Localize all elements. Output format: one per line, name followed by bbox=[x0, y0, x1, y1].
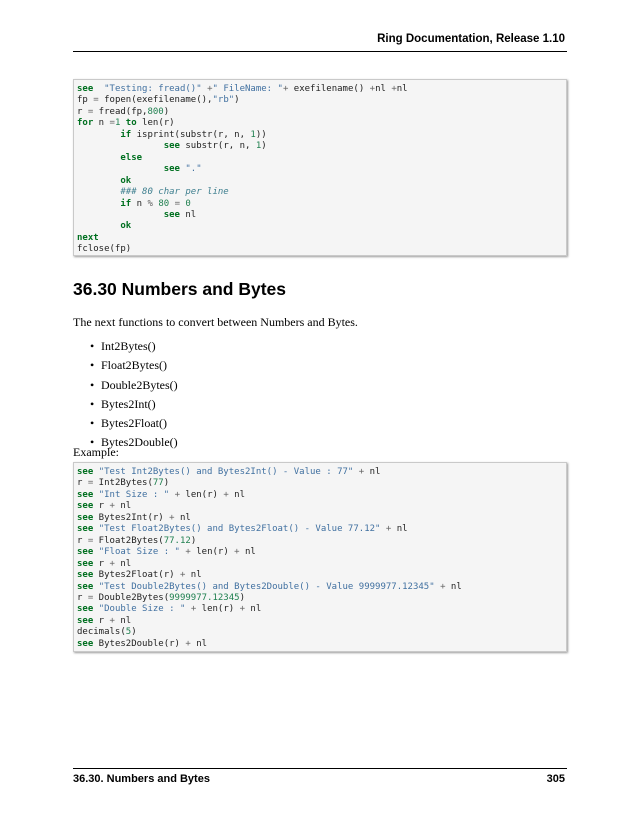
code-token: "Testing: fread()" bbox=[104, 84, 202, 94]
code-token: = bbox=[174, 198, 180, 209]
code-token: = bbox=[93, 95, 99, 106]
section-title: 36.30 Numbers and Bytes bbox=[73, 279, 287, 299]
function-list-item: • Double2Bytes() bbox=[90, 378, 178, 397]
code-token: see bbox=[77, 547, 94, 558]
code-token bbox=[77, 141, 164, 151]
code-token: + bbox=[223, 489, 229, 500]
code-token: see bbox=[77, 581, 94, 592]
code-token: 1 bbox=[250, 129, 256, 140]
code-token: 5 bbox=[125, 627, 132, 638]
code-token: + bbox=[109, 501, 115, 512]
code-token: + bbox=[369, 84, 376, 94]
code-token: nl bbox=[245, 604, 262, 615]
code-token: n bbox=[131, 198, 148, 209]
code-token: nl bbox=[375, 84, 392, 94]
code-token: + bbox=[185, 638, 191, 649]
code-line bbox=[77, 524, 564, 535]
code-token: )) bbox=[255, 129, 267, 140]
code-line bbox=[77, 547, 564, 558]
code-token: ok bbox=[120, 175, 132, 186]
code-token: + bbox=[282, 84, 289, 94]
code-token: see bbox=[163, 209, 180, 220]
code-token: 1 bbox=[114, 118, 121, 129]
code-line bbox=[77, 187, 564, 198]
footer-section-label: 36.30. Numbers and Bytes bbox=[73, 773, 210, 785]
code-line bbox=[77, 593, 564, 604]
code-token bbox=[77, 199, 120, 209]
code-token: ) bbox=[163, 478, 170, 489]
code-line bbox=[77, 627, 564, 638]
code-token: "Double Size : " bbox=[98, 604, 186, 615]
function-list-item: • Bytes2Float() bbox=[90, 416, 178, 435]
code-token: 1 bbox=[255, 141, 262, 152]
code-line bbox=[77, 513, 564, 524]
code-token: see bbox=[77, 524, 94, 535]
code-token: % bbox=[147, 198, 153, 209]
code-token: else bbox=[120, 152, 143, 163]
code-token: see bbox=[77, 604, 94, 615]
code-token: nl bbox=[391, 524, 408, 535]
code-token: len(r) bbox=[136, 118, 175, 129]
code-token: substr(r, n, bbox=[179, 141, 256, 152]
function-list-item: • Int2Bytes() bbox=[90, 339, 178, 358]
code-token: see bbox=[77, 570, 94, 581]
code-line bbox=[77, 233, 564, 244]
code-token: nl bbox=[190, 638, 208, 649]
code-line bbox=[77, 130, 564, 141]
code-token: 77 bbox=[152, 478, 164, 489]
code-token: if bbox=[120, 129, 132, 140]
code-token: next bbox=[77, 232, 99, 243]
code-token: nl bbox=[396, 84, 408, 94]
code-token: nl bbox=[239, 547, 256, 558]
code-token: + bbox=[190, 604, 197, 615]
code-line bbox=[77, 467, 564, 478]
code-token: for bbox=[77, 118, 94, 129]
code-token bbox=[77, 164, 164, 174]
code-token bbox=[77, 176, 120, 186]
code-token: see bbox=[77, 84, 94, 94]
code-token: 0 bbox=[185, 198, 191, 209]
code-token: decimals( bbox=[77, 627, 126, 638]
code-token: fclose(fp) bbox=[77, 244, 132, 255]
code-token: ) bbox=[190, 535, 197, 546]
code-token: + bbox=[385, 524, 392, 535]
code-line bbox=[77, 221, 564, 232]
code-token: ### 80 char per line bbox=[120, 187, 229, 198]
code-token: ) bbox=[163, 106, 170, 117]
code-line bbox=[77, 199, 564, 210]
code-token bbox=[77, 187, 120, 197]
function-list-item: • Float2Bytes() bbox=[90, 358, 178, 377]
code-token: len(r) bbox=[179, 489, 224, 500]
code-token: n bbox=[93, 118, 110, 129]
code-line bbox=[77, 210, 564, 221]
code-token: "." bbox=[185, 164, 202, 175]
code-token: 80 bbox=[158, 198, 170, 209]
code-token: nl bbox=[445, 581, 462, 592]
function-list-item: • Bytes2Int() bbox=[90, 397, 178, 416]
code-line bbox=[77, 604, 564, 615]
code-token: ) bbox=[234, 95, 240, 106]
code-token: see bbox=[77, 638, 94, 649]
code-line bbox=[77, 153, 564, 164]
code-token: "Test Float2Bytes() and Bytes2Float() - Value 77.12" bbox=[98, 524, 381, 535]
code-token: r bbox=[93, 615, 110, 626]
code-token: nl bbox=[185, 570, 202, 581]
footer-rule bbox=[73, 768, 567, 769]
code-token: Bytes2Int(r) bbox=[93, 512, 170, 523]
code-token: see bbox=[77, 489, 94, 500]
code-line bbox=[77, 501, 564, 512]
code-token: + bbox=[234, 547, 240, 558]
code-token bbox=[77, 221, 120, 231]
code-token bbox=[77, 210, 164, 220]
code-token bbox=[77, 130, 120, 140]
function-list-item: • Bytes2Double() bbox=[90, 435, 178, 454]
code-token: nl bbox=[114, 558, 132, 569]
code-token: 77.12 bbox=[163, 535, 191, 546]
code-token: r bbox=[77, 535, 88, 546]
code-token: fread(fp, bbox=[93, 106, 148, 117]
code-token: ) bbox=[131, 627, 137, 638]
code-line bbox=[77, 582, 564, 593]
code-token: nl bbox=[114, 501, 132, 512]
code-token: if bbox=[120, 198, 132, 209]
code-token: Float2Bytes( bbox=[93, 535, 164, 546]
code-token: nl bbox=[179, 209, 197, 220]
code-token: nl bbox=[174, 512, 191, 523]
code-token: nl bbox=[364, 467, 381, 477]
code-token: r bbox=[93, 501, 110, 512]
code-token: Bytes2Float(r) bbox=[93, 570, 180, 581]
code-token: fp bbox=[77, 95, 94, 106]
code-token: 9999977.12345 bbox=[169, 592, 240, 603]
code-token: "Test Double2Bytes() and Bytes2Double() - Value 9999977.12345" bbox=[98, 581, 435, 592]
code-line bbox=[77, 176, 564, 187]
code-token: "Float Size : " bbox=[98, 547, 180, 558]
code-token: + bbox=[179, 570, 186, 581]
code-line bbox=[77, 164, 564, 175]
code-line bbox=[77, 244, 564, 255]
code-token: nl bbox=[114, 615, 132, 626]
code-token: Int2Bytes( bbox=[93, 478, 153, 489]
code-token: + bbox=[109, 558, 115, 569]
code-token: + bbox=[391, 84, 397, 94]
code-line bbox=[77, 107, 564, 118]
code-token: fopen(exefilename(), bbox=[98, 95, 213, 106]
page-number: 305 bbox=[546, 773, 565, 785]
code-block-fread bbox=[73, 79, 567, 256]
code-block-numbers-bytes bbox=[73, 462, 567, 652]
example-label: Example: bbox=[73, 445, 119, 459]
code-token: 800 bbox=[147, 106, 164, 117]
code-token: see bbox=[77, 501, 94, 512]
code-token: = bbox=[87, 106, 94, 117]
code-token: + bbox=[174, 489, 180, 500]
code-line bbox=[77, 616, 564, 627]
code-token: = bbox=[87, 592, 94, 603]
code-token: = bbox=[87, 535, 94, 546]
code-token: Bytes2Double(r) bbox=[93, 638, 186, 649]
code-token: see bbox=[77, 512, 94, 523]
code-token: r bbox=[77, 106, 88, 117]
code-token: len(r) bbox=[196, 604, 240, 615]
code-token: exefilename() bbox=[288, 84, 370, 94]
code-token: see bbox=[77, 558, 94, 569]
code-token: see bbox=[77, 615, 94, 626]
header-rule bbox=[73, 51, 567, 52]
code-token: + bbox=[109, 615, 115, 626]
code-token: ) bbox=[261, 141, 267, 152]
code-token: ) bbox=[239, 592, 245, 603]
code-token: see bbox=[77, 467, 94, 477]
code-token: Double2Bytes( bbox=[93, 592, 170, 603]
code-token bbox=[77, 153, 120, 163]
code-token: + bbox=[440, 581, 446, 592]
code-line bbox=[77, 478, 564, 489]
code-token: to bbox=[125, 118, 137, 129]
code-token: r bbox=[77, 592, 88, 603]
code-token: + bbox=[185, 547, 191, 558]
code-line bbox=[77, 95, 564, 106]
code-token: + bbox=[358, 467, 365, 477]
code-token: + bbox=[169, 512, 175, 523]
code-token: nl bbox=[228, 489, 246, 500]
code-token: see bbox=[163, 141, 180, 152]
code-token: r bbox=[77, 478, 88, 489]
code-token bbox=[93, 84, 104, 94]
code-line bbox=[77, 559, 564, 570]
section-intro: The next functions to convert between Numbers and Bytes. bbox=[73, 315, 358, 329]
code-token: see bbox=[163, 164, 180, 175]
code-token: "rb" bbox=[212, 95, 235, 106]
running-header: Ring Documentation, Release 1.10 bbox=[377, 33, 565, 45]
code-token: r bbox=[93, 558, 110, 569]
code-token: "Int Size : " bbox=[98, 489, 170, 500]
code-token: ok bbox=[120, 221, 132, 232]
code-token: = bbox=[109, 118, 115, 129]
code-token: + bbox=[201, 84, 213, 94]
code-line bbox=[77, 141, 564, 152]
code-line bbox=[77, 118, 564, 129]
code-line bbox=[77, 639, 564, 650]
code-line bbox=[77, 490, 564, 501]
code-token: " FileName: " bbox=[212, 84, 283, 94]
code-token: + bbox=[239, 604, 246, 615]
code-token: len(r) bbox=[190, 547, 235, 558]
code-line bbox=[77, 84, 564, 95]
code-token: "Test Int2Bytes() and Bytes2Int() - Value : 77" bbox=[98, 467, 354, 477]
code-token: = bbox=[87, 478, 94, 489]
code-line bbox=[77, 570, 564, 581]
code-line bbox=[77, 536, 564, 547]
function-list bbox=[90, 339, 178, 455]
code-token: isprint(substr(r, n, bbox=[131, 129, 251, 140]
